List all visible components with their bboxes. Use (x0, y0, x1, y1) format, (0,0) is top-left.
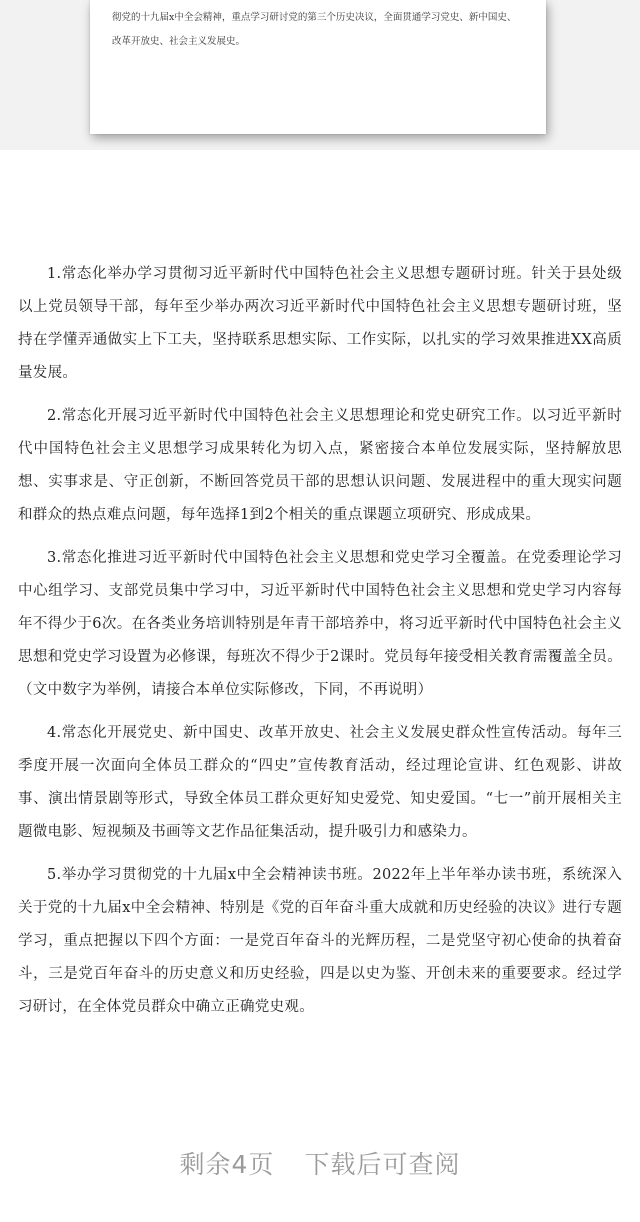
download-to-view-text: 下载后可查阅 (304, 1150, 461, 1179)
remaining-pages-text: 剩余4页 (179, 1150, 275, 1179)
page-preview-card (90, 0, 546, 134)
paragraph-5: 5.举办学习贯彻党的十九届x中全会精神读书班。2022年上半年举办读书班，系统深入关于党的十九届x中全会精神、特别是《党的百年奋斗重大成就和历史经验的决议》进行专题学习，重点把握以下四个方面：一是党百年奋斗的光辉历程，二是党坚守初心使命的执着奋斗，三是党百年奋斗的历史意义和历史经验，四是以史为鉴、开创未来的重要要求。经过学习研讨，在全体党员群众中确立正确党史观。 (18, 867, 622, 1015)
paragraph-2: 2.常态化开展习近平新时代中国特色社会主义思想理论和党史研究工作。以习近平新时代中国特色社会主义思想学习成果转化为切入点，紧密接合本单位发展实际，坚持解放思想、实事求是、守正创新，不断回答党员干部的思想认识问题、发展进程中的重大现实问题和群众的热点难点问题，每年选择1到2个相关的重点课题立项研究、形成成果。 (18, 408, 622, 523)
preview-text: 彻党的十九届x中全会精神，重点学习研讨党的第三个历史决议，全面贯通学习党史、新中国史、改革开放史、社会主义发展史。 (112, 12, 517, 47)
paragraph-4: 4.常态化开展党史、新中国史、改革开放史、社会主义发展史群众性宣传活动。每年三季度开展一次面向全体员工群众的“四史”宣传教育活动，经过理论宣讲、红色观影、讲故事、演出情景剧等形式，导致全体员工群众更好知史爱党、知史爱国。“七一”前开展相关主题微电影、短视频及书画等文艺作品征集活动，提升吸引力和感染力。 (18, 725, 622, 840)
paragraph-1: 1.常态化举办学习贯彻习近平新时代中国特色社会主义思想专题研讨班。针关于县处级以上党员领导干部，每年至少举办两次习近平新时代中国特色社会主义思想专题研讨班，坚持在学懂弄通做实上下工夫，坚持联系思想实际、工作实际，以扎实的学习效果推进XX高质量发展。 (18, 266, 622, 381)
document-body (18, 258, 622, 1034)
paragraph-3: 3.常态化推进习近平新时代中国特色社会主义思想和党史学习全覆盖。在党委理论学习中心组学习、支部党员集中学习中，习近平新时代中国特色社会主义思想和党史学习内容每年不得少于6次。在各类业务培训特别是年青干部培养中，将习近平新时代中国特色社会主义思想和党史学习设置为必修课，每班次不得少于2课时。党员每年接受相关教育需覆盖全员。（文中数字为举例，请接合本单位实际修改，下同，不再说明） (18, 550, 622, 698)
remaining-pages-banner[interactable] (0, 1140, 640, 1190)
preview-background (0, 0, 640, 150)
